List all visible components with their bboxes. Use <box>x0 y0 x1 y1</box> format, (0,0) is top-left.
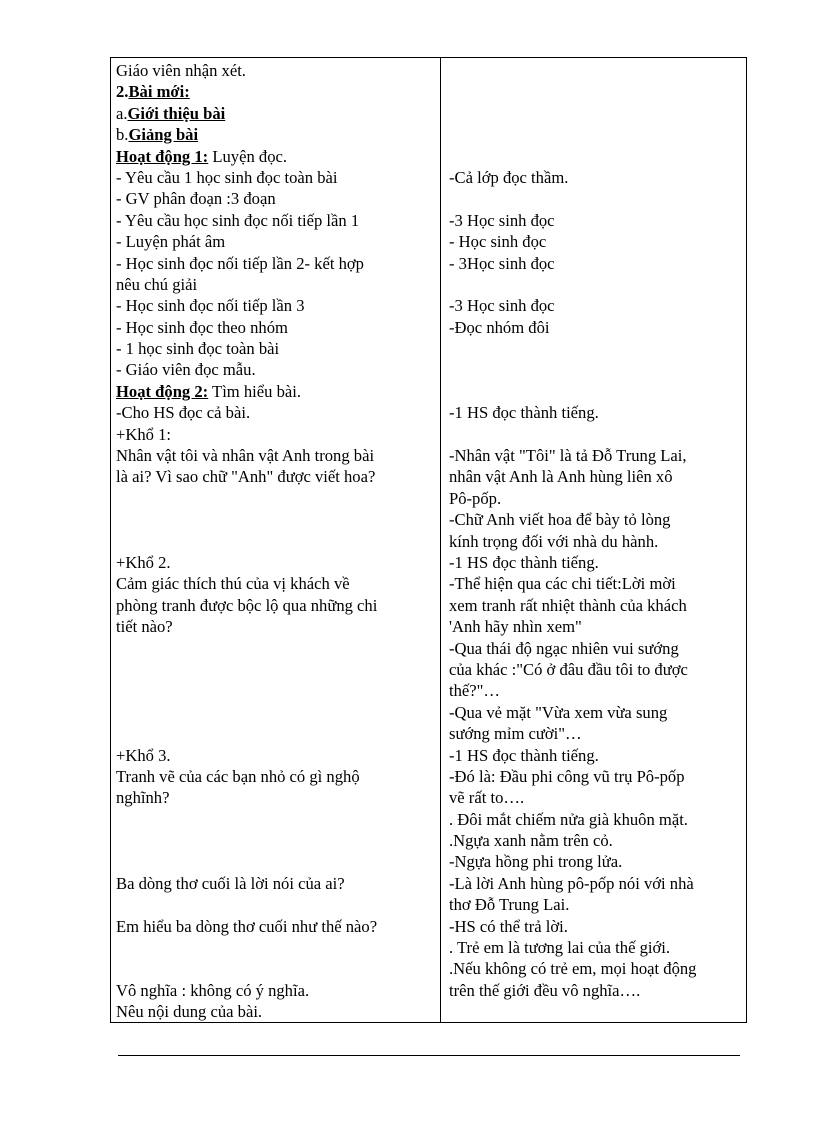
line-text: +Khổ 1: <box>116 424 171 444</box>
right-line <box>449 81 745 102</box>
column-divider <box>440 57 441 1023</box>
line-text: - GV phân đoạn :3 đoạn <box>116 189 276 209</box>
left-line <box>116 81 436 102</box>
left-line <box>116 445 436 466</box>
right-line <box>449 124 745 145</box>
line-text: - 1 học sinh đọc toàn bài <box>116 339 280 359</box>
left-line <box>116 809 436 830</box>
right-line: -Qua vẻ mặt "Vừa xem vừa sung <box>449 702 668 722</box>
line-text: - Học sinh đọc nối tiếp lần 2- kết hợp <box>116 253 364 273</box>
line-text: Giáo viên nhận xét. <box>116 61 246 80</box>
left-line <box>116 787 436 808</box>
section-prefix: b. <box>116 125 129 145</box>
section-prefix: a. <box>116 103 128 123</box>
left-line <box>116 381 436 402</box>
section-prefix: 2. <box>116 82 129 102</box>
line-text: - Học sinh đọc theo nhóm <box>116 317 288 337</box>
left-line <box>116 359 436 380</box>
footer-rule <box>118 1055 740 1056</box>
left-line <box>116 124 436 145</box>
left-line <box>116 980 436 1001</box>
line-text: Luyện đọc. <box>208 146 287 166</box>
right-line: .Nếu không có trẻ em, mọi hoạt động <box>449 959 697 979</box>
left-line <box>116 424 436 445</box>
left-line <box>116 680 436 701</box>
line-text: Ba dòng thơ cuối là lời nói của ai? <box>116 873 345 893</box>
left-line <box>116 231 436 252</box>
left-line <box>116 188 436 209</box>
right-line <box>449 60 745 81</box>
right-line: thế?"… <box>449 681 501 701</box>
left-line <box>116 573 436 594</box>
left-line <box>116 595 436 616</box>
right-line <box>449 146 745 167</box>
line-text: Nêu nội dung của bài. <box>116 1002 263 1022</box>
right-line: -Là lời Anh hùng pô-pốp nói với nhà <box>449 873 694 893</box>
right-line: -Qua thái độ ngạc nhiên vui sướng <box>449 638 679 658</box>
line-text: - Yêu cầu học sinh đọc nối tiếp lần 1 <box>116 210 360 230</box>
left-line <box>116 659 436 680</box>
left-line <box>116 146 436 167</box>
right-line: -Đó là: Đầu phi công vũ trụ Pô-pốp <box>449 766 685 786</box>
right-line: xem tranh rất nhiệt thành của khách <box>449 595 687 615</box>
right-line: -Đọc nhóm đôi <box>449 317 550 337</box>
right-line: -Cả lớp đọc thầm. <box>449 167 569 187</box>
right-line: . Đôi mắt chiếm nửa già khuôn mặt. <box>449 809 688 829</box>
line-text: Tranh vẽ của các bạn nhỏ có gì nghộ <box>116 766 360 786</box>
right-line: -Thể hiện qua các chi tiết:Lời mời <box>449 574 676 594</box>
line-text: - Luyện phát âm <box>116 232 226 252</box>
line-text: +Khổ 2. <box>116 552 171 572</box>
left-line <box>116 1001 436 1022</box>
right-line: . Trẻ em là tương lai của thế giới. <box>449 938 671 958</box>
line-text: tiết nào? <box>116 617 173 637</box>
teacher-activities-column <box>116 60 436 1023</box>
line-text: Em hiểu ba dòng thơ cuối như thế nào? <box>116 916 378 936</box>
student-activities-column <box>449 60 745 1001</box>
left-line <box>116 253 436 274</box>
line-text: -Cho HS đọc cả bài. <box>116 403 251 423</box>
left-line <box>116 916 436 937</box>
left-line <box>116 766 436 787</box>
left-line <box>116 466 436 487</box>
line-text: Vô nghĩa : không có ý nghĩa. <box>116 980 310 1000</box>
right-line: - 3Học sinh đọc <box>449 253 555 273</box>
right-line: -3 Học sinh đọc <box>449 296 555 316</box>
section-heading: Hoạt động 2: <box>116 381 209 401</box>
right-line: trên thế giới đều vô nghĩa…. <box>449 980 641 1000</box>
right-line <box>449 103 745 124</box>
left-line <box>116 402 436 423</box>
section-heading: Giới thiệu bài <box>127 103 226 123</box>
right-line: -1 HS đọc thành tiếng. <box>449 745 599 765</box>
line-text: nghĩnh? <box>116 788 170 808</box>
right-line: kính trọng đối với nhà du hành. <box>449 531 659 551</box>
line-text: +Khổ 3. <box>116 745 171 765</box>
right-line: -Nhân vật "Tôi" là tả Đỗ Trung Lai, <box>449 446 687 466</box>
left-line <box>116 295 436 316</box>
left-line <box>116 274 436 295</box>
right-line: vẽ rất to…. <box>449 788 525 808</box>
right-line <box>449 274 745 295</box>
section-heading: Giảng bài <box>128 125 199 145</box>
line-text: - Yêu cầu 1 học sinh đọc toàn bài <box>116 167 338 187</box>
left-line <box>116 488 436 509</box>
right-line <box>449 188 745 209</box>
left-line <box>116 338 436 359</box>
line-text: Nhân vật tôi và nhân vật Anh trong bài <box>116 446 375 466</box>
right-line: 'Anh hãy nhìn xem" <box>449 617 582 637</box>
line-text: - Giáo viên đọc mẫu. <box>116 360 256 380</box>
right-line: -Ngựa hồng phi trong lửa. <box>449 852 623 872</box>
left-line <box>116 60 436 81</box>
left-line <box>116 103 436 124</box>
right-line: - Học sinh đọc <box>449 232 547 252</box>
left-line <box>116 702 436 723</box>
right-line <box>449 359 745 380</box>
left-line <box>116 509 436 530</box>
right-line <box>449 338 745 359</box>
line-text: - Học sinh đọc nối tiếp lần 3 <box>116 296 305 316</box>
line-text: Cảm giác thích thú của vị khách về <box>116 574 350 594</box>
right-line: của khác :"Có ở đâu đầu tôi to được <box>449 659 688 679</box>
section-heading: Bài mới: <box>128 82 190 102</box>
left-line <box>116 531 436 552</box>
right-line: -Chữ Anh viết hoa để bày tỏ lòng <box>449 510 671 530</box>
right-line: .Ngựa xanh nằm trên cỏ. <box>449 831 613 851</box>
line-text: là ai? Vì sao chữ "Anh" được viết hoa? <box>116 467 376 487</box>
left-line <box>116 723 436 744</box>
right-line: nhân vật Anh là Anh hùng liên xô <box>449 467 673 487</box>
right-line <box>449 424 745 445</box>
line-text: Tìm hiểu bài. <box>208 381 301 401</box>
left-line <box>116 958 436 979</box>
left-line <box>116 851 436 872</box>
right-line: -3 Học sinh đọc <box>449 210 555 230</box>
right-line: Pô-pốp. <box>449 488 502 508</box>
left-line <box>116 616 436 637</box>
right-line: -1 HS đọc thành tiếng. <box>449 403 599 423</box>
right-line <box>449 381 745 402</box>
left-line <box>116 210 436 231</box>
right-line: thơ Đỗ Trung Lai. <box>449 895 570 915</box>
left-line <box>116 552 436 573</box>
left-line <box>116 873 436 894</box>
right-line: -1 HS đọc thành tiếng. <box>449 552 599 572</box>
left-line <box>116 745 436 766</box>
right-line: -HS có thể trả lời. <box>449 916 568 936</box>
left-line <box>116 894 436 915</box>
left-line <box>116 317 436 338</box>
left-line <box>116 937 436 958</box>
left-line <box>116 638 436 659</box>
right-line: sướng mỉm cười"… <box>449 724 582 744</box>
line-text: nêu chú giải <box>116 274 198 294</box>
left-line <box>116 167 436 188</box>
line-text: phòng tranh được bộc lộ qua những chi <box>116 595 378 615</box>
left-line <box>116 830 436 851</box>
section-heading: Hoạt động 1: <box>116 146 209 166</box>
